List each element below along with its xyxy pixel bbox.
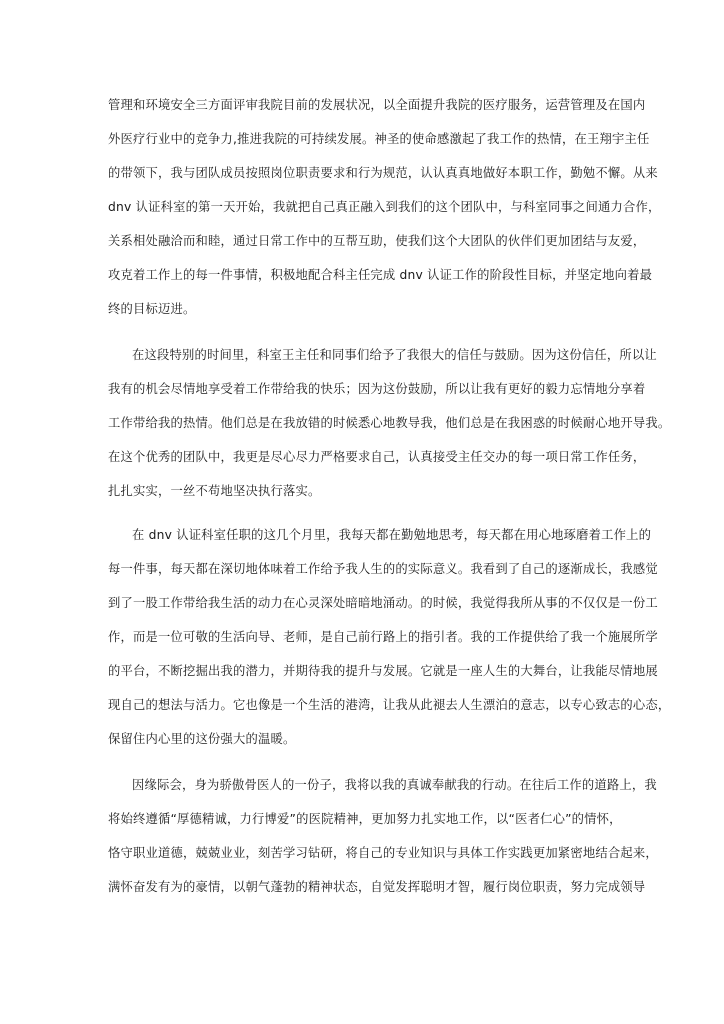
paragraph-1-line-6: 攻克着工作上的每一件事情，积极地配合科主任完成 dnv 认证工作的阶段性目标，并坚定地向着最 bbox=[108, 268, 653, 282]
paragraph-1-line-7: 终的目标迈进。 bbox=[108, 302, 196, 316]
paragraph-3-line-3: 到了一股工作带给我生活的动力在心灵深处暗暗地涌动。的时候，我觉得我所从事的不仅仅是一份工 bbox=[108, 596, 658, 610]
paragraph-1-line-4: dnv 认证科室的第一天开始，我就把自己真正融入到我们的这个团队中，与科室同事之间通力合作， bbox=[108, 200, 661, 214]
paragraph-1-line-1: 管理和环境安全三方面评审我院目前的发展状况，以全面提升我院的医疗服务，运营管理及在国内 bbox=[108, 98, 646, 112]
paragraph-3-line-5: 的平台，不断挖掘出我的潜力，并期待我的提升与发展。它就是一座人生的大舞台，让我能尽情地展 bbox=[108, 664, 658, 678]
paragraph-1-line-5: 关系相处融洽而和睦，通过日常工作中的互帮互助，使我们这个大团队的伙伴们更加团结与友爱， bbox=[108, 234, 646, 248]
paragraph-2-line-1: 在这段特别的时间里，科室王主任和同事们给予了我很大的信任与鼓励。因为这份信任，所以让 bbox=[132, 348, 657, 362]
paragraph-1-line-2: 外医疗行业中的竞争力,推进我院的可持续发展。神圣的使命感激起了我工作的热情，在王翔宇主任 bbox=[108, 132, 650, 146]
paragraph-4-line-4: 满怀奋发有为的豪情，以朝气蓬勃的精神状态，自觉发挥聪明才智，履行岗位职责，努力完成领导 bbox=[108, 880, 646, 894]
paragraph-3-line-2: 每一件事，每天都在深切地体味着工作给予我人生的的实际意义。我看到了自己的逐渐成长，我感觉 bbox=[108, 562, 658, 576]
paragraph-4-line-3: 恪守职业道德，兢兢业业，刻苦学习钻研，将自己的专业知识与具体工作实践更加紧密地结合起来， bbox=[108, 846, 658, 860]
paragraph-2-line-5: 扎扎实实，一丝不苟地坚决执行落实。 bbox=[108, 484, 321, 498]
paragraph-3-line-4: 作，而是一位可敬的生活向导、老师，是自己前行路上的指引者。我的工作提供给了我一个施展所学 bbox=[108, 630, 658, 644]
paragraph-4-line-2: 将始终遵循“厚德精诚，力行博爱”的医院精神，更加努力扎实地工作，以“医者仁心”的情怀， bbox=[108, 812, 622, 826]
paragraph-2-line-3: 工作带给我的热情。他们总是在我放错的时候悉心地教导我，他们总是在我困惑的时候耐心地开导我。 bbox=[108, 416, 671, 430]
paragraph-3-line-6: 现自己的想法与活力。它也像是一个生活的港湾，让我从此褪去人生漂泊的意志，以专心致志的心态， bbox=[108, 698, 671, 712]
paragraph-3-line-1: 在 dnv 认证科室任职的这几个月里，我每天都在勤勉地思考，每天都在用心地琢磨着工作上的 bbox=[132, 528, 652, 542]
paragraph-2-line-2: 我有的机会尽情地享受着工作带给我的快乐；因为这份鼓励，所以让我有更好的毅力忘情地分享着 bbox=[108, 382, 646, 396]
paragraph-4-line-1: 因缘际会，身为骄傲骨医人的一份子，我将以我的真诚奉献我的行动。在往后工作的道路上，我 bbox=[132, 778, 657, 792]
paragraph-3-line-7: 保留住内心里的这份强大的温暖。 bbox=[108, 732, 296, 746]
paragraph-1-line-3: 的带领下，我与团队成员按照岗位职责要求和行为规范，认认真真地做好本职工作，勤勉不懈。从来 bbox=[108, 166, 658, 180]
paragraph-2-line-4: 在这个优秀的团队中，我更是尽心尽力严格要求自己，认真接受主任交办的每一项日常工作任务， bbox=[108, 450, 646, 464]
